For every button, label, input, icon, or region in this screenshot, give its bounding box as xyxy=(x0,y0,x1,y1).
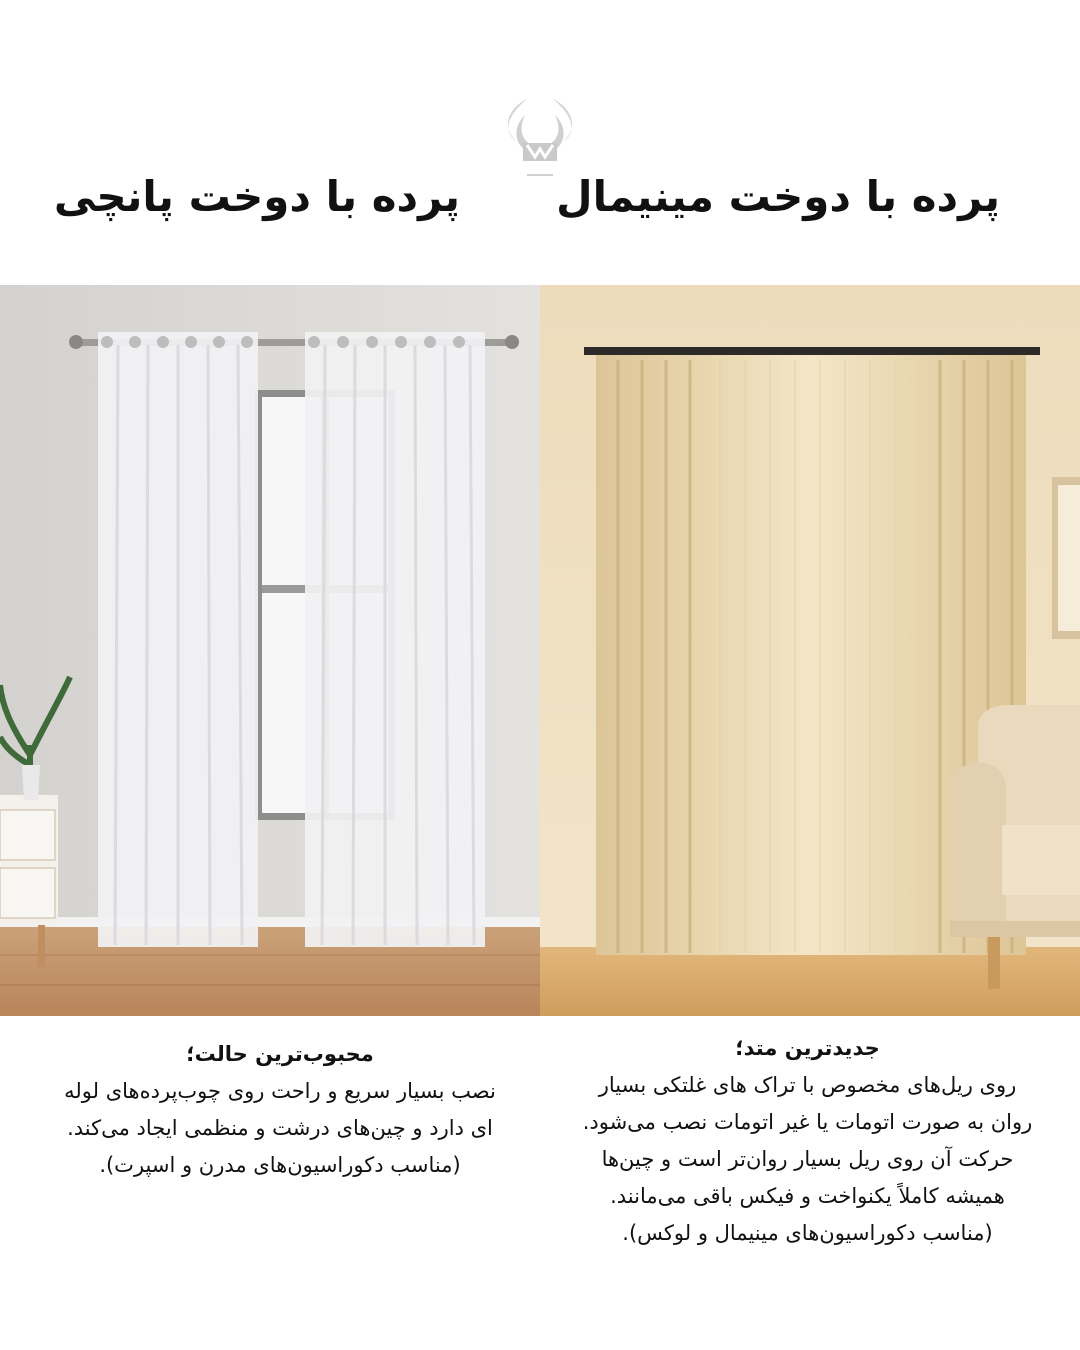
title-punch-curtain: پرده با دوخت پانچی xyxy=(53,172,460,221)
minimal-curtain-description xyxy=(545,1030,1070,1252)
sheer-white-grommet-curtain-photo xyxy=(0,285,540,1016)
description-line: حرکت آن روی ریل بسیار روان‌تر است و چین‌ها xyxy=(601,1147,1014,1171)
description-line: ای دارد و چین‌های درشت و منظمی ایجاد می‌کند. xyxy=(67,1116,493,1140)
description-line: نصب بسیار سریع و راحت روی چوب‌پرده‌های لوله xyxy=(64,1079,496,1103)
punch-curtain-description xyxy=(10,1036,550,1184)
description-line: روان به صورت اتومات یا غیر اتومات نصب می‌شود. xyxy=(582,1110,1033,1134)
description-line: همیشه کاملاً یکنواخت و فیکس باقی می‌مانند. xyxy=(610,1184,1005,1208)
description-line: روی ریل‌های مخصوص با تراک های غلتکی بسیار xyxy=(598,1073,1017,1097)
description-line: (مناسب دکوراسیون‌های مدرن و اسپرت). xyxy=(99,1153,461,1177)
description-heading: محبوب‌ترین حالت؛ xyxy=(186,1042,374,1066)
beige-minimal-rail-curtain-photo xyxy=(540,285,1080,1016)
description-line: (مناسب دکوراسیون‌های مینیمال و لوکس). xyxy=(622,1221,993,1245)
title-minimal-curtain: پرده با دوخت مینیمال xyxy=(556,172,1000,221)
description-heading: جدیدترین متد؛ xyxy=(735,1036,880,1060)
